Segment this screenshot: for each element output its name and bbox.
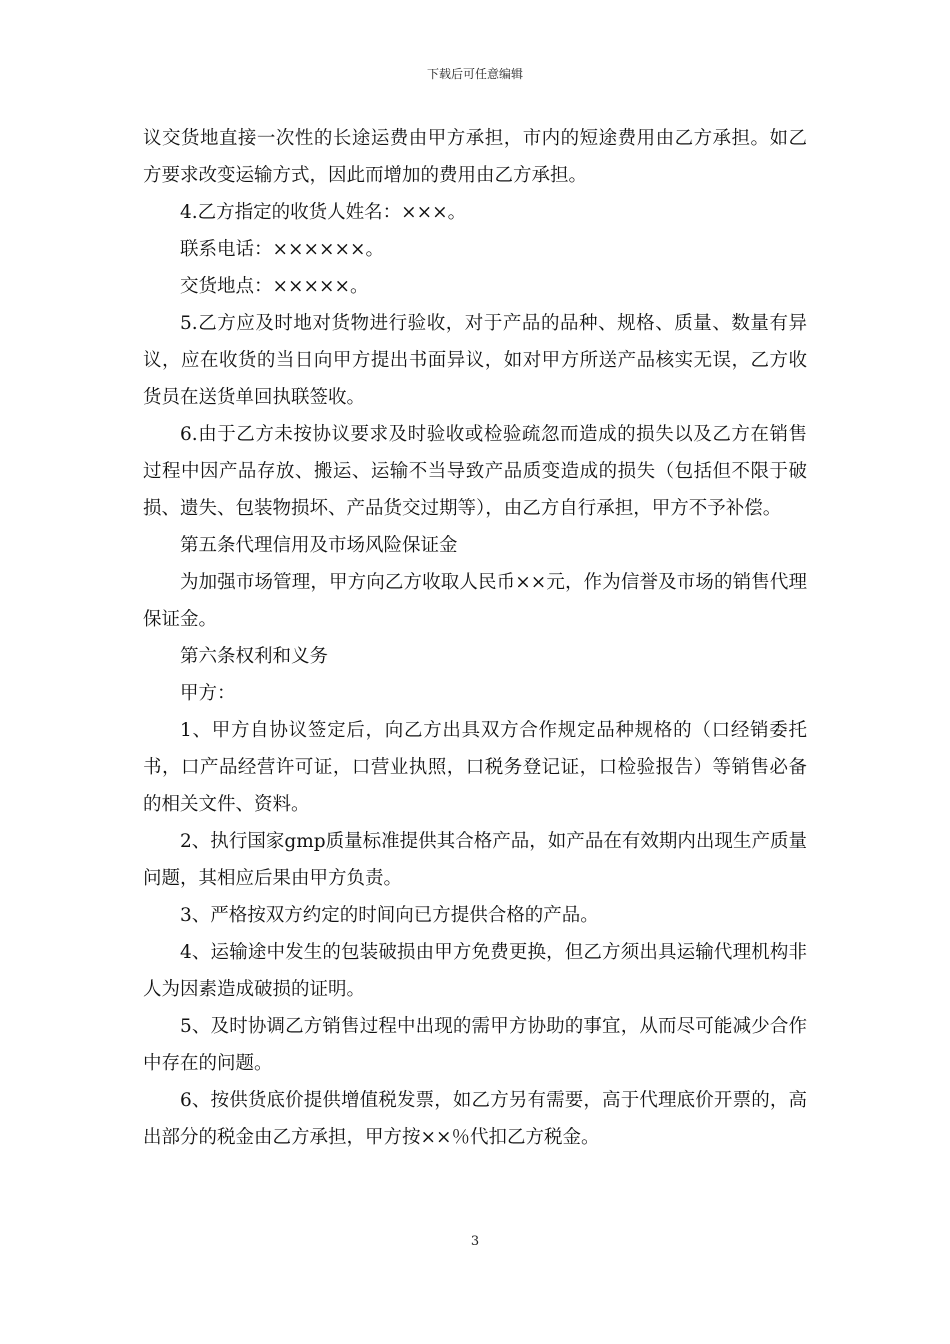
paragraph: 联系电话：××××××。 xyxy=(180,239,385,260)
page-header: 下载后可任意编辑 xyxy=(426,67,523,81)
page-number: 3 xyxy=(470,1234,480,1249)
list-item: 4、运输途中发生的包装破损由甲方免费更换，但乙方须出具运输代理机构非人为因素造成破损的证明。 xyxy=(143,942,807,1000)
paragraph: 为加强市场管理，甲方向乙方收取人民币××元，作为信誉及市场的销售代理保证金。 xyxy=(143,572,807,630)
document-body xyxy=(143,120,807,1156)
paragraph: 5.乙方应及时地对货物进行验收，对于产品的品种、规格、质量、数量有异议，应在收货的当日向甲方提出书面异议，如对甲方所送产品核实无误，乙方收货员在送货单回执联签收。 xyxy=(143,313,807,408)
list-item: 2、执行国家gmp质量标准提供其合格产品，如产品在有效期内出现生产质量问题，其相应后果由甲方负责。 xyxy=(143,831,807,889)
list-item: 6、按供货底价提供增值税发票，如乙方另有需要，高于代理底价开票的，高出部分的税金由乙方承担，甲方按××％代扣乙方税金。 xyxy=(143,1090,807,1148)
paragraph: 6.由于乙方未按协议要求及时验收或检验疏忽而造成的损失以及乙方在销售过程中因产品存放、搬运、运输不当导致产品质变造成的损失（包括但不限于破损、遗失、包装物损坏、产品货交过期等），由乙方自行承担，甲方不予补偿。 xyxy=(143,424,807,519)
section-heading: 第五条代理信用及市场风险保证金 xyxy=(180,535,458,556)
section-heading: 第六条权利和义务 xyxy=(180,646,329,667)
list-item: 3、严格按双方约定的时间向已方提供合格的产品。 xyxy=(180,905,599,926)
list-item: 1、甲方自协议签定后，向乙方出具双方合作规定品种规格的（口经销委托书，口产品经营许可证，口营业执照，口税务登记证，口检验报告）等销售必备的相关文件、资料。 xyxy=(143,720,807,815)
paragraph: 议交货地直接一次性的长途运费由甲方承担，市内的短途费用由乙方承担。如乙方要求改变运输方式，因此而增加的费用由乙方承担。 xyxy=(143,128,807,186)
list-item: 5、及时协调乙方销售过程中出现的需甲方协助的事宜，从而尽可能减少合作中存在的问题。 xyxy=(143,1016,807,1074)
paragraph: 交货地点：×××××。 xyxy=(180,276,369,297)
paragraph: 4.乙方指定的收货人姓名：×××。 xyxy=(180,202,467,223)
party-label: 甲方： xyxy=(180,683,236,704)
